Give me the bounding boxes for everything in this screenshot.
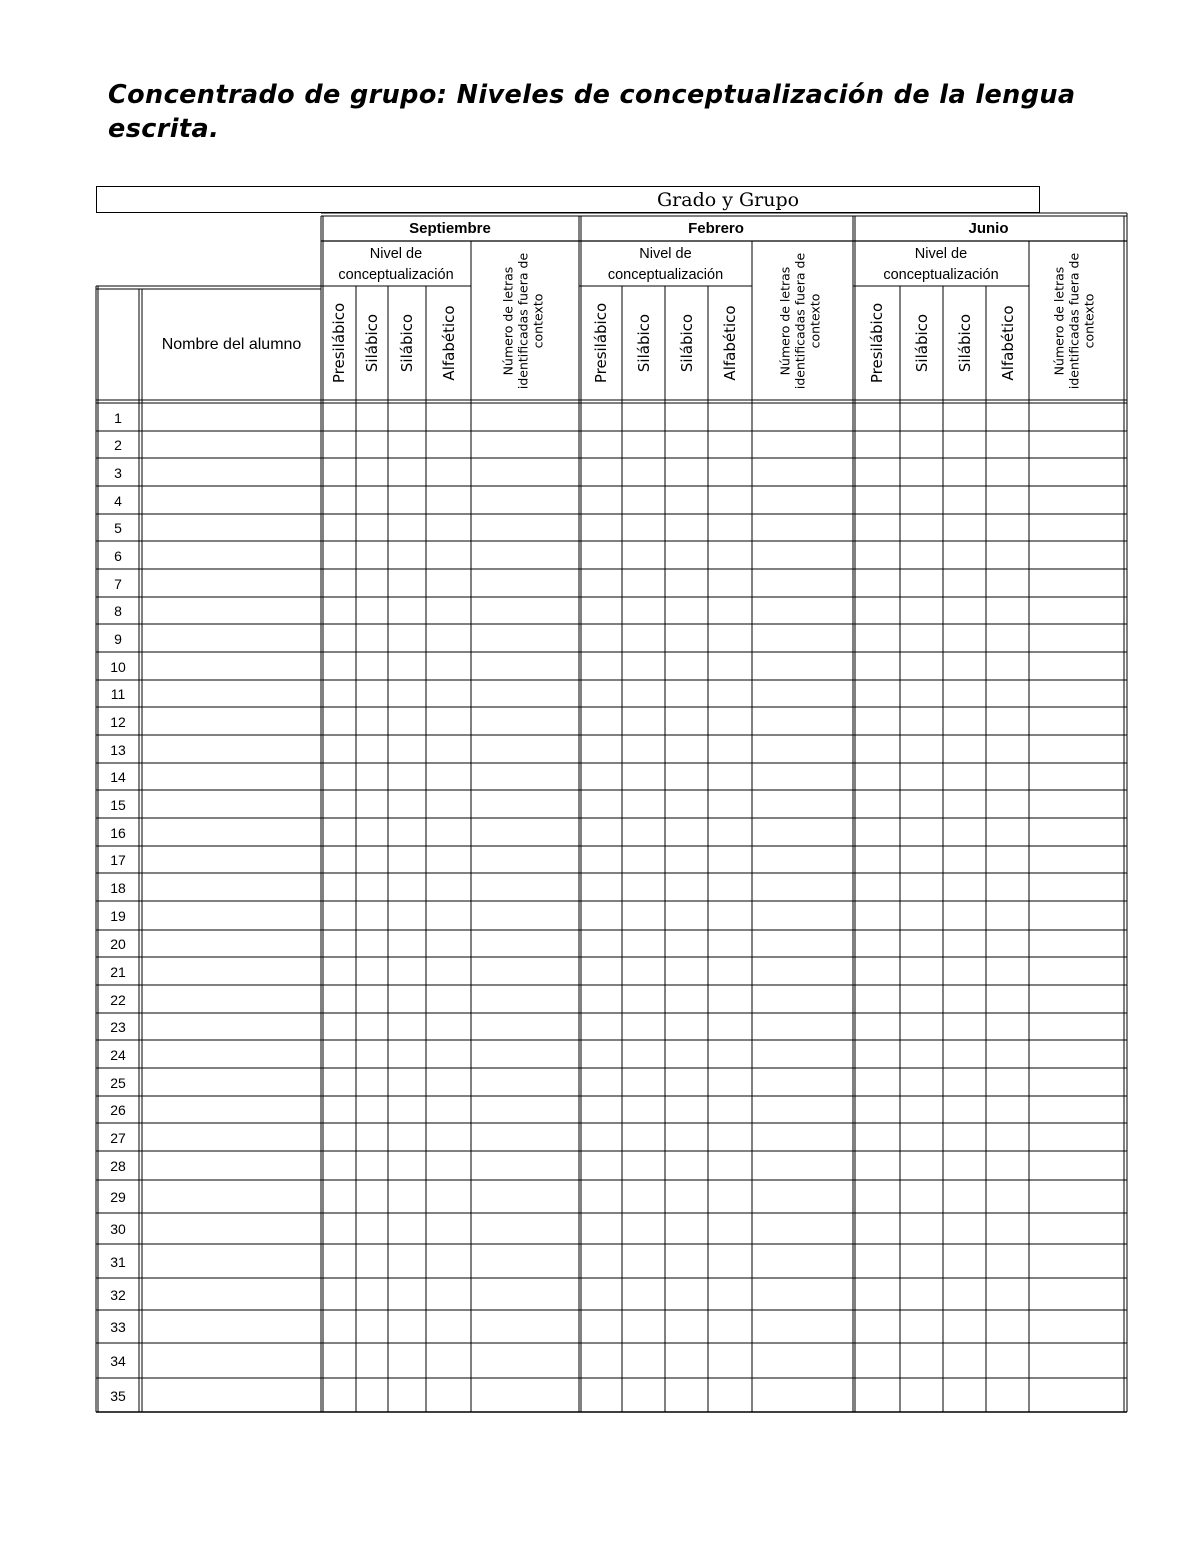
student-name-cell[interactable] (143, 459, 320, 485)
grado-grupo-label: Grado y Grupo (657, 189, 800, 211)
row-number: 6 (114, 548, 122, 564)
student-name-cell[interactable] (143, 1379, 320, 1411)
student-name-cell[interactable] (143, 1245, 320, 1277)
row-number: 3 (114, 465, 122, 481)
row-number: 1 (114, 410, 122, 426)
level-header-0-0: Presilábico (329, 302, 348, 384)
count-header-0: Número de letras identificadas fuera de contexto (500, 252, 545, 389)
level-header-2-2: Silábico (955, 313, 974, 373)
level-header-1-1: Silábico (634, 313, 653, 373)
level-header-1-0: Presilábico (591, 302, 610, 384)
row-number: 15 (110, 797, 126, 813)
level-header-2-0: Presilábico (867, 302, 886, 384)
row-number: 11 (110, 686, 126, 702)
row-number: 27 (110, 1130, 126, 1146)
student-name-cell[interactable] (143, 958, 320, 984)
row-number: 32 (110, 1287, 126, 1303)
level-header-2-1: Silábico (912, 313, 931, 373)
student-name-cell[interactable] (143, 1181, 320, 1212)
level-header-0-1: Silábico (363, 313, 381, 373)
student-name-cell[interactable] (143, 1152, 320, 1179)
name-column-header: Nombre del alumno (161, 336, 302, 353)
student-name-cell[interactable] (143, 1124, 320, 1150)
month-header-0: Septiembre (409, 220, 491, 237)
student-name-cell[interactable] (143, 1344, 320, 1377)
student-name-cell[interactable] (143, 515, 320, 540)
row-number: 34 (110, 1353, 126, 1369)
row-number: 8 (114, 603, 122, 619)
row-number: 22 (110, 992, 126, 1008)
month-header-1: Febrero (688, 220, 744, 237)
row-number: 26 (110, 1102, 126, 1118)
nivel-header-1: Nivel de conceptualización (607, 246, 724, 283)
count-header-1: Número de letras identificadas fuera de contexto (777, 252, 823, 389)
row-number: 9 (114, 631, 122, 647)
student-name-cell[interactable] (143, 432, 320, 457)
row-number: 31 (110, 1254, 126, 1270)
student-name-cell[interactable] (143, 598, 320, 623)
student-name-cell[interactable] (143, 986, 320, 1012)
row-number: 23 (110, 1019, 126, 1035)
row-number: 29 (110, 1189, 126, 1205)
row-number: 13 (110, 742, 126, 758)
student-name-cell[interactable] (143, 736, 320, 762)
row-number: 30 (110, 1221, 126, 1237)
level-header-2-3: Alfabético (998, 305, 1017, 381)
student-name-cell[interactable] (143, 653, 320, 679)
row-number: 10 (110, 659, 126, 675)
student-name-cell[interactable] (143, 764, 320, 789)
row-number: 21 (110, 964, 126, 980)
student-name-cell[interactable] (143, 931, 320, 956)
student-name-cell[interactable] (143, 681, 320, 706)
nivel-header-0: Nivel de conceptualización (338, 246, 454, 283)
row-number: 18 (110, 880, 126, 896)
row-number: 24 (110, 1047, 126, 1063)
page-title: Concentrado de grupo: Niveles de conceptualización de la lengua escrita. (108, 80, 1076, 144)
student-name-cell[interactable] (143, 1214, 320, 1243)
student-name-cell[interactable] (143, 874, 320, 900)
student-name-cell[interactable] (143, 542, 320, 568)
nivel-header-2: Nivel de conceptualización (883, 246, 999, 283)
month-header-2: Junio (968, 220, 1009, 237)
student-name-cell[interactable] (143, 1014, 320, 1039)
row-number: 17 (110, 852, 126, 868)
student-name-cell[interactable] (143, 487, 320, 513)
count-header-2: Número de letras identificadas fuera de contexto (1051, 252, 1097, 389)
student-name-cell[interactable] (143, 1097, 320, 1122)
row-number: 19 (110, 908, 126, 924)
level-header-0-3: Alfabético (439, 305, 458, 381)
row-number: 33 (110, 1319, 126, 1335)
row-number: 20 (110, 936, 126, 952)
level-header-0-2: Silábico (398, 313, 416, 373)
row-number: 14 (110, 769, 126, 785)
row-number: 4 (114, 493, 122, 509)
student-name-cell[interactable] (143, 1069, 320, 1095)
student-name-cell[interactable] (143, 791, 320, 817)
student-name-cell[interactable] (143, 847, 320, 872)
student-name-cell[interactable] (143, 1311, 320, 1342)
student-name-cell[interactable] (143, 404, 320, 430)
student-name-cell[interactable] (143, 1041, 320, 1067)
student-name-cell[interactable] (143, 570, 320, 596)
row-number: 35 (110, 1388, 126, 1404)
level-header-1-2: Silábico (677, 313, 696, 373)
row-number: 12 (110, 714, 126, 730)
level-header-1-3: Alfabético (721, 305, 739, 381)
row-number: 16 (110, 825, 126, 841)
row-number: 5 (114, 520, 122, 536)
row-number: 7 (114, 576, 122, 592)
student-name-cell[interactable] (143, 1279, 320, 1309)
student-name-cell[interactable] (143, 902, 320, 929)
row-number: 28 (110, 1158, 126, 1174)
student-name-cell[interactable] (143, 625, 320, 651)
row-number: 2 (114, 437, 122, 453)
student-name-cell[interactable] (143, 708, 320, 734)
row-number: 25 (110, 1075, 126, 1091)
student-name-cell[interactable] (143, 819, 320, 845)
